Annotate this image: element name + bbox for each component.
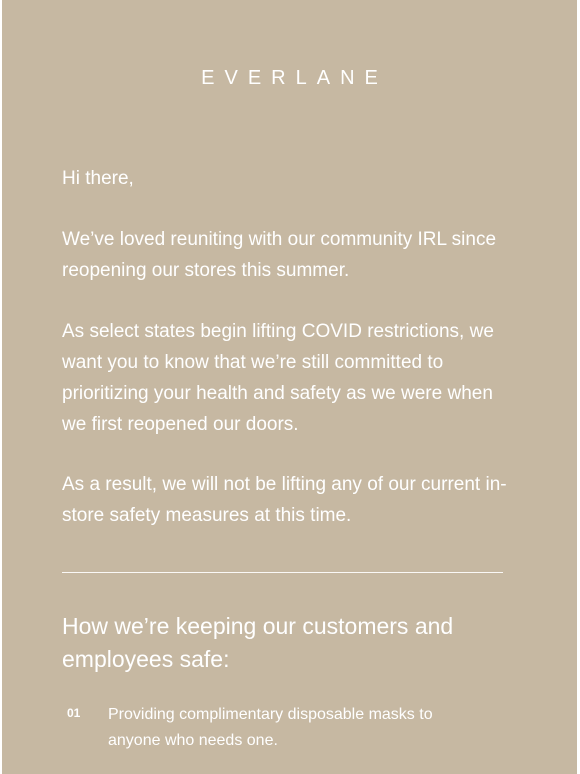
safety-section-heading: How we’re keeping our customers and employees safe: [62, 613, 454, 672]
paragraph-reuniting: We’ve loved reuniting with our community IRL since reopening our stores this summer. [62, 229, 497, 281]
paragraph-covid-commitment: As select states begin lifting COVID restrictions, we want you to know that we’re still committed to prioritizing your health and safety as we were when we first reopened our doors. [62, 321, 494, 435]
list-item-text: Providing complimentary disposable masks to anyone who needs one. [108, 706, 433, 749]
section-divider [62, 572, 503, 573]
paragraph-safety-measures: As a result, we will not be lifting any of our current in-store safety measures at this time. [62, 474, 507, 526]
email-body [2, 0, 577, 774]
greeting: Hi there, [62, 168, 134, 189]
everlane-logo[interactable]: EVERLANE [201, 67, 388, 89]
list-item-number: 01 [67, 706, 81, 720]
